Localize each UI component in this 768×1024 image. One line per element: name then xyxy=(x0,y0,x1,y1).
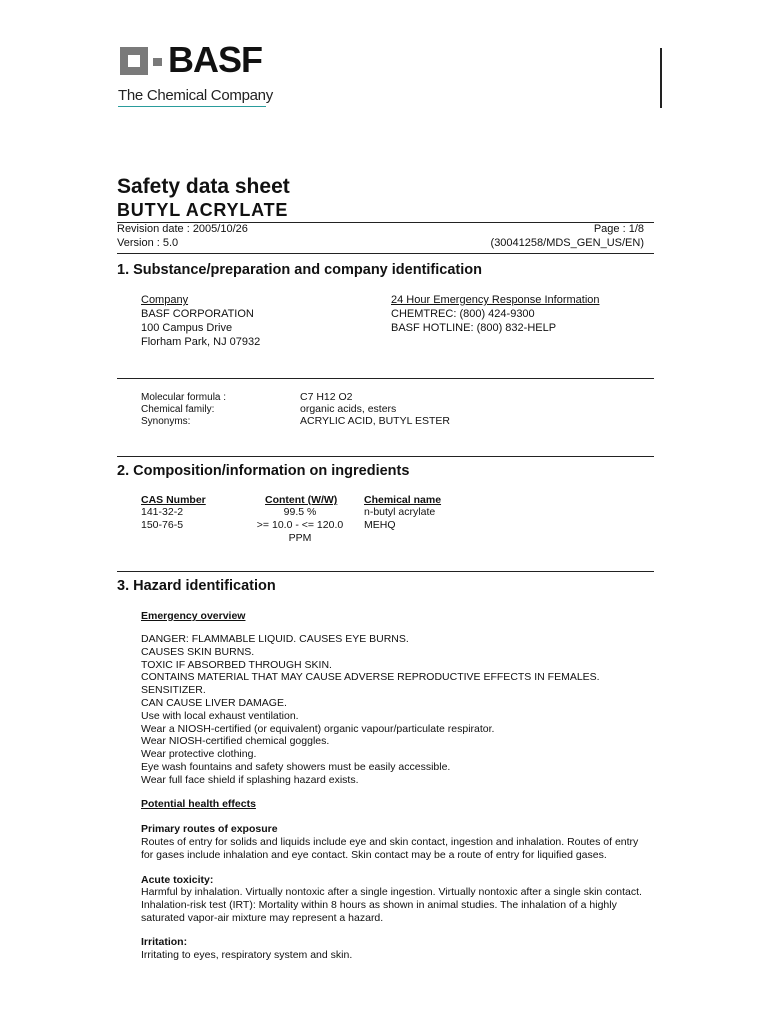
column-header-cas: CAS Number xyxy=(141,494,206,506)
section3-divider xyxy=(117,571,654,572)
overview-line: Wear protective clothing. xyxy=(141,748,257,761)
overview-line: DANGER: FLAMMABLE LIQUID. CAUSES EYE BURNS. xyxy=(141,633,409,645)
content-unit: PPM xyxy=(288,532,312,544)
overview-line: CONTAINS MATERIAL THAT MAY CAUSE ADVERSE REPRODUCTIVE EFFECTS IN FEMALES. xyxy=(141,671,600,684)
section2-heading: 2. Composition/information on ingredients xyxy=(117,463,410,479)
column-header-name: Chemical name xyxy=(364,494,442,506)
document-code: (30041258/MDS_GEN_US/EN) xyxy=(490,237,644,249)
overview-line: Wear a NIOSH-certified (or equivalent) organic vapour/particulate respirator. xyxy=(141,722,495,735)
version: Version : 5.0 xyxy=(117,237,179,249)
property-label: Chemical family: xyxy=(141,404,215,415)
logo-wordmark: BASF xyxy=(168,39,262,80)
emergency-line: CHEMTREC: (800) 424-9300 xyxy=(391,308,535,320)
company-label: Company xyxy=(141,294,189,306)
emergency-overview-text xyxy=(141,633,656,787)
emergency-line: BASF HOTLINE: (800) 832-HELP xyxy=(391,322,557,334)
acute-line: saturated vapor-air mixture may represent a hazard. xyxy=(141,911,384,924)
section1-divider xyxy=(117,253,654,254)
cas-number: 141-32-2 xyxy=(141,506,184,518)
property-label: Synonyms: xyxy=(141,416,191,427)
logo-underline xyxy=(118,106,266,107)
content-value: 99.5 % xyxy=(283,506,317,518)
property-value: ACRYLIC ACID, BUTYL ESTER xyxy=(300,415,450,427)
logo-tagline: The Chemical Company xyxy=(118,87,273,104)
property-label: Molecular formula : xyxy=(141,392,227,403)
section1-heading: 1. Substance/preparation and company identification xyxy=(117,262,482,278)
overview-line: TOXIC IF ABSORBED THROUGH SKIN. xyxy=(141,658,332,671)
properties-divider xyxy=(117,378,654,379)
overview-line: CAUSES SKIN BURNS. xyxy=(141,645,255,658)
corner-mark xyxy=(660,48,662,108)
overview-line: Wear NIOSH-certified chemical goggles. xyxy=(141,735,330,748)
chemical-name: n-butyl acrylate xyxy=(364,506,436,518)
overview-line: Use with local exhaust ventilation. xyxy=(141,709,299,722)
company-line: 100 Campus Drive xyxy=(141,322,233,334)
acute-toxicity-text xyxy=(141,886,656,924)
property-value: C7 H12 O2 xyxy=(300,391,353,403)
chemical-name: MEHQ xyxy=(364,519,396,531)
company-line: BASF CORPORATION xyxy=(141,308,254,320)
acute-line: Inhalation-risk test (IRT): Mortality within 8 hours as shown in animal studies. The inhalation of a highly xyxy=(141,898,617,911)
section2-divider xyxy=(117,456,654,457)
irritation-line: Irritating to eyes, respiratory system and skin. xyxy=(141,949,353,961)
company-line: Florham Park, NJ 07932 xyxy=(141,336,261,348)
property-value: organic acids, esters xyxy=(300,403,397,415)
irritation-text xyxy=(141,949,656,962)
section3-heading: 3. Hazard identification xyxy=(117,578,276,594)
overview-line: Eye wash fountains and safety showers must be easily accessible. xyxy=(141,760,451,773)
cas-number: 150-76-5 xyxy=(141,519,184,531)
overview-line: CAN CAUSE LIVER DAMAGE. xyxy=(141,696,287,709)
document-title: Safety data sheet xyxy=(117,175,290,198)
product-name: BUTYL ACRYLATE xyxy=(117,200,289,220)
content-value: >= 10.0 - <= 120.0 xyxy=(256,519,344,531)
health-effects-label: Potential health effects xyxy=(141,798,256,810)
overview-line: Wear full face shield if splashing hazard exists. xyxy=(141,773,359,786)
routes-line: Routes of entry for solids and liquids include eye and skin contact, ingestion and inhalation. Routes of entry xyxy=(141,836,639,848)
acute-toxicity-label: Acute toxicity: xyxy=(141,874,214,886)
overview-line: SENSITIZER. xyxy=(141,684,206,697)
routes-label: Primary routes of exposure xyxy=(141,823,278,835)
routes-line: for gases include inhalation and eye contact. Skin contact may be a route of entry for liquified gases. xyxy=(141,848,607,861)
emergency-overview-label: Emergency overview xyxy=(141,610,246,622)
column-header-content: Content (W/W) xyxy=(265,494,338,506)
acute-line: Harmful by inhalation. Virtually nontoxic after a single ingestion. Virtually nontoxic after a single skin contact. xyxy=(141,886,642,898)
emergency-label: 24 Hour Emergency Response Information xyxy=(391,294,600,306)
revision-date: Revision date : 2005/10/26 xyxy=(117,223,248,235)
page-number: Page : 1/8 xyxy=(593,223,644,235)
logo-square-icon xyxy=(120,47,148,75)
logo-dash-icon xyxy=(153,58,162,66)
irritation-label: Irritation: xyxy=(141,936,188,948)
routes-text xyxy=(141,836,656,862)
